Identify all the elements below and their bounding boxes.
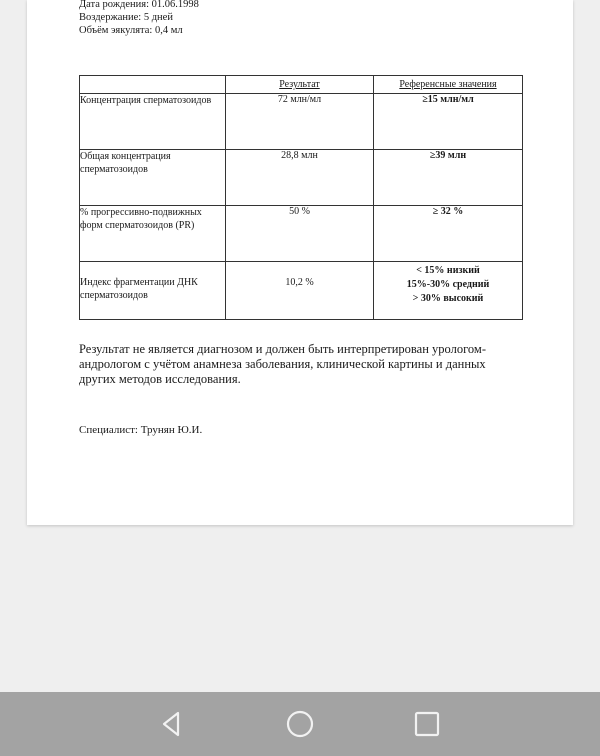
parameter-cell: Общая концентрация сперматозоидов (80, 150, 226, 206)
table-row (80, 150, 523, 206)
reference-cell: ≥15 млн/мл (374, 94, 523, 150)
table-header-row (80, 76, 523, 94)
reference-high: > 30% высокий (412, 293, 484, 304)
result-cell: 50 % (226, 206, 374, 262)
results-table (79, 75, 523, 320)
result-cell: 10,2 % (226, 262, 374, 320)
parameter-cell: % прогрессивно-подвижных форм сперматозоидов (PR) (80, 206, 226, 262)
document-page (27, 0, 573, 525)
patient-info (79, 0, 199, 37)
android-navigation-bar (0, 692, 600, 756)
disclaimer-note: Результат не является диагнозом и должен быть интерпретирован урологом-андрологом с учётом анамнеза заболевания, клинической картины и данных других методов исследования. (79, 342, 486, 386)
ejaculate-volume: Объём эякулята: 0,4 мл (79, 25, 183, 36)
reference-low: < 15% низкий (416, 265, 480, 276)
parameter-cell: Индекс фрагментации ДНК сперматозоидов (80, 262, 226, 320)
specialist-name: Специалист: Трунян Ю.И. (79, 424, 203, 436)
birth-date: Дата рождения: 01.06.1998 (79, 0, 199, 10)
abstinence-days: Воздержание: 5 дней (79, 12, 173, 23)
table-row (80, 94, 523, 150)
back-triangle-icon[interactable] (155, 708, 187, 740)
header-result: Результат (226, 76, 374, 94)
reference-medium: 15%-30% средний (406, 279, 490, 290)
reference-cell: ≥ 32 % (374, 206, 523, 262)
reference-cell: ≥39 млн (374, 150, 523, 206)
result-cell: 72 млн/мл (226, 94, 374, 150)
parameter-cell: Концентрация сперматозоидов (80, 94, 226, 150)
result-cell: 28,8 млн (226, 150, 374, 206)
header-reference: Референсные значения (374, 76, 523, 94)
home-circle-icon[interactable] (284, 708, 316, 740)
table-row (80, 206, 523, 262)
recents-square-icon[interactable] (411, 708, 443, 740)
table-row (80, 262, 523, 320)
header-parameter (80, 76, 226, 94)
reference-cell (374, 262, 523, 320)
